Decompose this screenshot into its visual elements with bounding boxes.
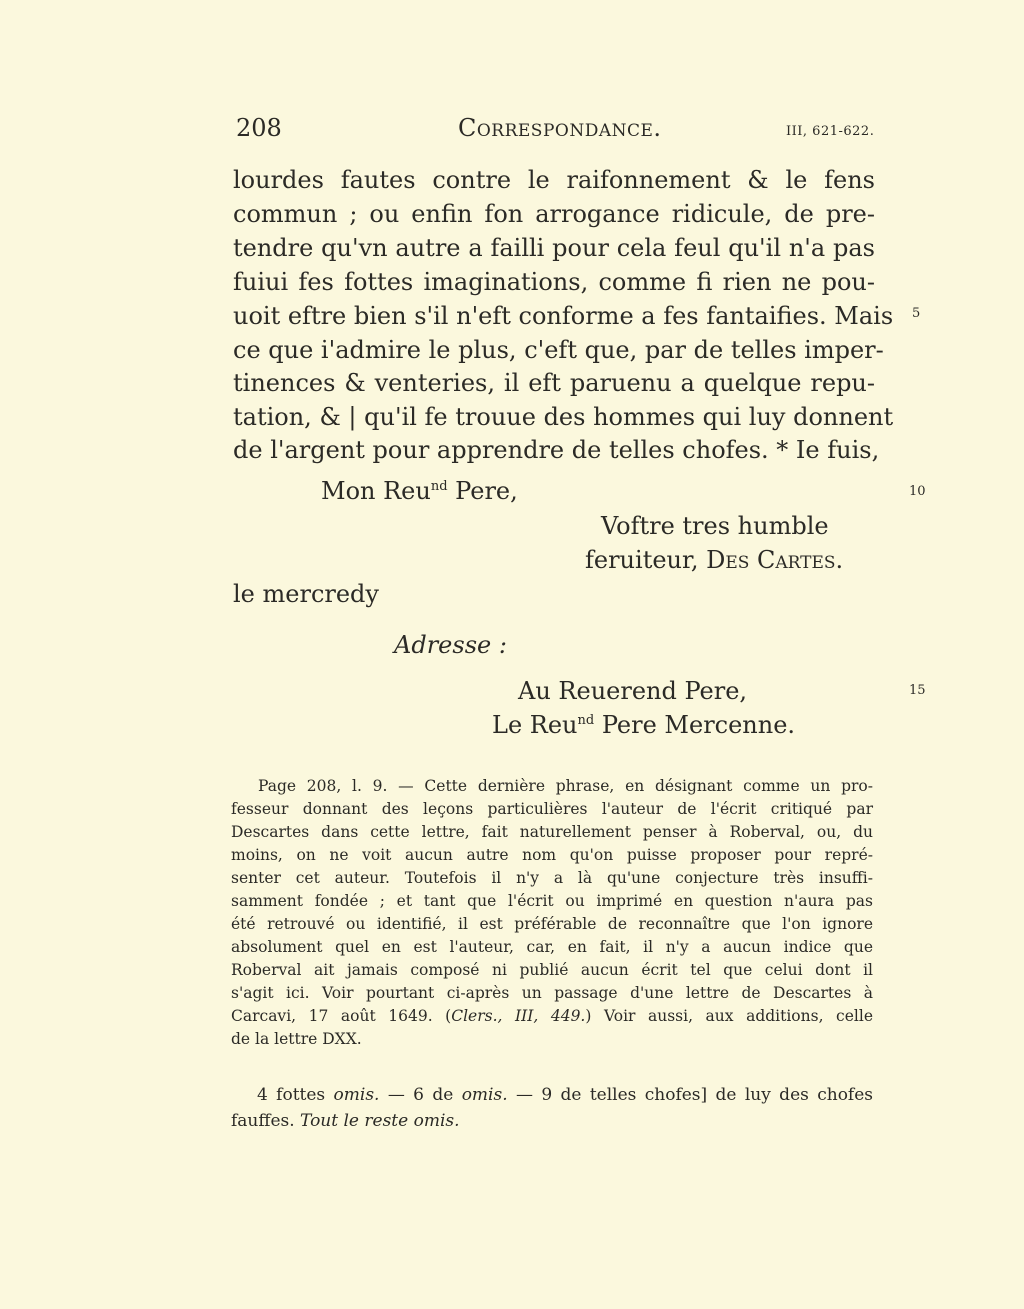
note-line: senter cet auteur. Toutefois il n'y a là qu'une conjecture très insuffi-	[231, 869, 873, 887]
variant-italic: omis.	[461, 1085, 508, 1105]
note-line: fesseur donnant des leçons particulières l'auteur de l'écrit critiqué par	[231, 800, 873, 818]
closing-line-1: Voftre tres humble	[601, 512, 829, 540]
volume-reference: III, 621-622.	[786, 124, 875, 139]
page-number: 208	[236, 114, 282, 142]
line-number: 10	[909, 484, 926, 499]
salutation	[321, 474, 518, 508]
address-label: Adresse :	[394, 631, 507, 659]
line-number: 15	[909, 683, 926, 698]
variant-text: — 6 de	[379, 1085, 462, 1105]
note-line: samment fondée ; et tant que l'écrit ou imprimé en question n'aura pas	[231, 892, 873, 910]
body-line: fuiui fes fottes imaginations, comme fi rien ne pou-	[233, 268, 875, 296]
note-text: Carcavi, 17 août 1649. (	[231, 1007, 452, 1025]
address-text-end: Pere Mercenne.	[594, 711, 796, 739]
variant-text: — 9 de telles chofes] de luy des chofes	[507, 1085, 874, 1105]
salutation-text-end: Pere,	[447, 477, 518, 505]
note-line	[231, 1005, 873, 1028]
body-line: tendre qu'vn autre a failli pour cela feul qu'il n'a pas	[233, 234, 875, 262]
variant-italic: omis.	[333, 1085, 380, 1105]
variant-line	[257, 1082, 873, 1108]
note-line: s'agit ici. Voir pourtant ci-après un passage d'une lettre de Descartes à	[231, 984, 873, 1002]
date-line: le mercredy	[233, 580, 379, 608]
note-citation: Clers., III, 449.	[451, 1007, 586, 1025]
address-line-2	[492, 708, 795, 742]
note-text-end: ) Voir aussi, aux additions, celle	[585, 1007, 873, 1025]
signature-name: Des Cartes.	[706, 546, 844, 574]
note-line: moins, on ne voit aucun autre nom qu'on puisse proposer pour repré-	[231, 846, 873, 864]
variant-text: 4 fottes	[257, 1085, 334, 1105]
body-line: commun ; ou enfin fon arrogance ridicule, de pre-	[233, 200, 875, 228]
variant-text: fauffes.	[231, 1111, 301, 1131]
note-line: Descartes dans cette lettre, fait naturellement penser à Roberval, ou, du	[231, 823, 873, 841]
variant-line	[231, 1108, 873, 1134]
note-line: Roberval ait jamais composé ni publié aucun écrit tel que celui dont il	[231, 961, 873, 979]
body-line: tation, & | qu'il fe trouue des hommes qui luy donnent	[233, 403, 894, 431]
body-line: de l'argent pour apprendre de telles chofes. * Ie fuis,	[233, 436, 880, 464]
body-line: lourdes fautes contre le raifonnement & le fens	[233, 166, 875, 194]
address-text: Le Reu	[492, 711, 578, 739]
note-line: absolument quel en est l'auteur, car, en fait, il n'y a aucun indice que	[231, 938, 873, 956]
note-line: Page 208, l. 9. — Cette dernière phrase, en désignant comme un pro-	[258, 777, 873, 795]
closing-text: feruiteur,	[585, 546, 707, 574]
note-line: de la lettre DXX.	[231, 1030, 362, 1048]
address-superscript: nd	[577, 713, 595, 728]
body-line: tinences & venteries, il eft paruenu a quelque repu-	[233, 369, 875, 397]
body-line: ce que i'admire le plus, c'eft que, par de telles imper-	[233, 336, 884, 364]
note-line: été retrouvé ou identifié, il est préférable de reconnaître que l'on ignore	[231, 915, 873, 933]
salutation-text: Mon Reu	[321, 477, 431, 505]
variant-italic: Tout le reste omis.	[300, 1111, 460, 1131]
closing-line-2	[585, 543, 843, 577]
address-line-1: Au Reuerend Pere,	[518, 677, 748, 705]
line-number: 5	[912, 306, 921, 321]
salutation-superscript: nd	[430, 479, 448, 494]
running-title: Correspondance.	[458, 114, 662, 142]
body-line: uoit eftre bien s'il n'eft conforme a fes fantaifies. Mais	[233, 302, 894, 330]
